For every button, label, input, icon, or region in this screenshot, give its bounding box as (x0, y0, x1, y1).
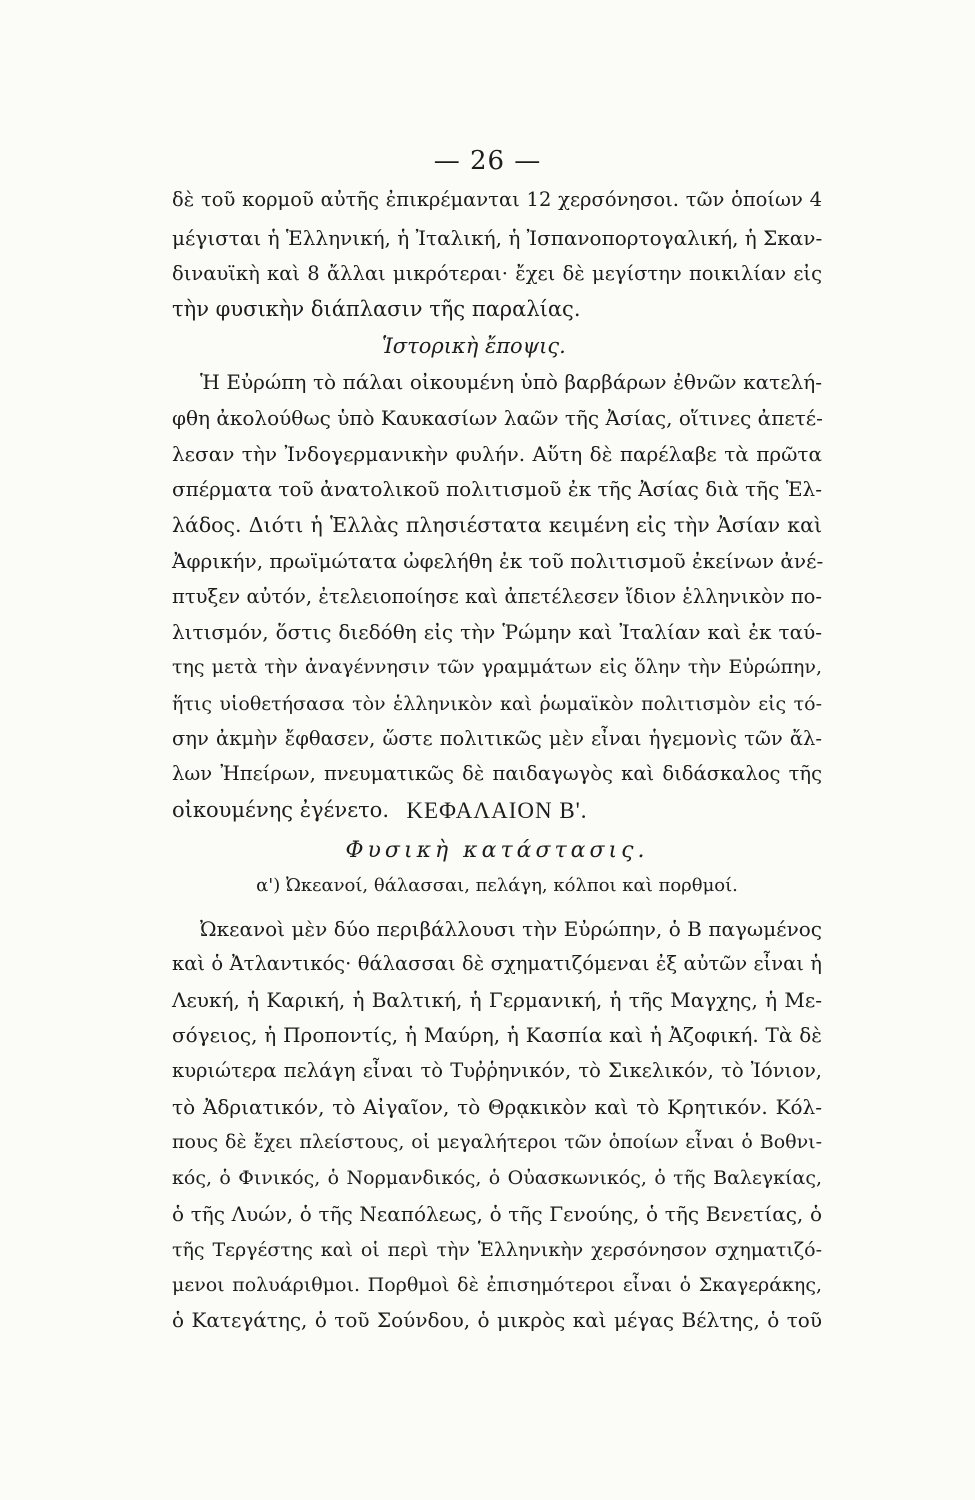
text-line: σπέρματα τοῦ ἀνατολικοῦ πολιτισμοῦ ἐκ τῆς Ἀσίας διὰ τῆς Ἑλ- (172, 477, 822, 501)
text-line: τῆς Τεργέστης καὶ οἱ περὶ τὴν Ἑλληνικὴν χερσόνησον σχηματιζό- (172, 1239, 822, 1261)
text-line: μενοι πολυάριθμοι. Πορθμοὶ δὲ ἐπισημότεροι εἶναι ὁ Σκαγεράκης, (172, 1274, 822, 1296)
text-line: λων Ἠπείρων, πνευματικῶς δὲ παιδαγωγὸς καὶ διδάσκαλος τῆς (172, 762, 822, 785)
text-line: Ἀφρικήν, πρωϊμώτατα ὠφελήθη ἐκ τοῦ πολιτισμοῦ ἐκείνων ἀνέ- (172, 549, 824, 573)
text-line: σην ἀκμὴν ἔφθασεν, ὥστε πολιτικῶς μὲν εἶναι ἡγεμονὶς τῶν ἄλ- (172, 727, 822, 750)
text-line: πτυξεν αὐτόν, ἐτελειοποίησε καὶ ἀπετέλεσεν ἴδιον ἑλληνικὸν πο- (172, 585, 822, 608)
text-line: λάδος. Διότι ἡ Ἑλλὰς πλησιέστατα κειμένη εἰς τὴν Ἀσίαν καὶ (172, 513, 822, 537)
subsection-title: α') Ὠκεανοί, θάλασσαι, πελάγη, κόλποι καὶ πορθμοί. (256, 875, 738, 896)
text-line: φθη ἀκολούθως ὑπὸ Καυκασίων λαῶν τῆς Ἀσίας, οἵτινες ἀπετέ- (172, 406, 823, 430)
chapter-title: ΚΕΦΑΛΑΙΟΝ Β'. (406, 798, 588, 823)
text-line: διναυϊκὴ καὶ 8 ἄλλαι μικρότεραι· ἔχει δὲ μεγίστην ποικιλίαν εἰς (172, 262, 822, 285)
text-line: τὸ Ἀδριατικόν, τὸ Αἰγαῖον, τὸ Θρᾳκικὸν καὶ τὸ Κρητικόν. Κόλ- (172, 1095, 822, 1119)
text-line: μέγισται ἡ Ἑλληνική, ἡ Ἰταλική, ἡ Ἰσπανοπορτογαλική, ἡ Σκαν- (172, 226, 823, 250)
text-line: Ἡ Εὐρώπη τὸ πάλαι οἰκουμένη ὑπὸ βαρβάρων ἐθνῶν κατελή- (200, 370, 822, 394)
text-line: Ὠκεανοὶ μὲν δύο περιβάλλουσι τὴν Εὐρώπην, ὁ Β παγωμένος (200, 917, 822, 941)
text-line: λιτισμόν, ὅστις διεδόθη εἰς τὴν Ῥώμην καὶ Ἰταλίαν καὶ ἐκ ταύ- (172, 620, 822, 644)
text-line: ὁ τῆς Λυών, ὁ τῆς Νεαπόλεως, ὁ τῆς Γενούης, ὁ τῆς Βενετίας, ὁ (172, 1202, 822, 1226)
text-line: δὲ τοῦ κορμοῦ αὐτῆς ἐπικρέμανται 12 χερσόνησοι. τῶν ὁποίων 4 (172, 188, 822, 211)
text-line: ὁ Κατεγάτης, ὁ τοῦ Σούνδου, ὁ μικρὸς καὶ μέγας Βέλτης, ὁ τοῦ (172, 1308, 822, 1332)
text-line: οἰκουμένης ἐγένετο. (172, 798, 390, 822)
section-title: Φυσικὴ κατάστασις. (345, 838, 649, 863)
text-line: ἥτις υἱοθετήσασα τὸν ἑλληνικὸν καὶ ῥωμαϊκὸν πολιτισμὸν εἰς τό- (172, 693, 822, 715)
text-line: της μετὰ τὴν ἀναγέννησιν τῶν γραμμάτων εἰς ὅλην τὴν Εὐρώπην, (172, 656, 822, 678)
historical-heading: Ἱστορικὴ ἔποψις. (382, 334, 566, 358)
text-line: λεσαν τὴν Ἰνδογερμανικὴν φυλήν. Αὕτη δὲ παρέλαβε τὰ πρῶτα (172, 442, 822, 466)
text-line: καὶ ὁ Ἀτλαντικός· θάλασσαι δὲ σχηματιζόμεναι ἐξ αὐτῶν εἶναι ἡ (172, 952, 822, 975)
text-line: κυριώτερα πελάγη εἶναι τὸ Τυῤῥηνικόν, τὸ Σικελικόν, τὸ Ἰόνιον, (172, 1059, 822, 1082)
text-line: κός, ὁ Φινικός, ὁ Νορμανδικός, ὁ Οὐασκωνικός, ὁ τῆς Βαλεγκίας, (172, 1167, 822, 1189)
text-line: σόγειος, ἡ Προποντίς, ἡ Μαύρη, ἡ Κασπία καὶ ἡ Ἀζοφική. Τὰ δὲ (172, 1023, 822, 1047)
text-line: τὴν φυσικὴν διάπλασιν τῆς παραλίας. (172, 297, 581, 321)
text-line: Λευκή, ἡ Καρική, ἡ Βαλτική, ἡ Γερμανική, ἡ τῆς Μαγχης, ἡ Με- (172, 988, 822, 1012)
page-number: — 26 — (433, 146, 542, 176)
text-line: πους δὲ ἔχει πλείστους, οἱ μεγαλήτεροι τῶν ὁποίων εἶναι ὁ Βοθνι- (172, 1131, 822, 1153)
